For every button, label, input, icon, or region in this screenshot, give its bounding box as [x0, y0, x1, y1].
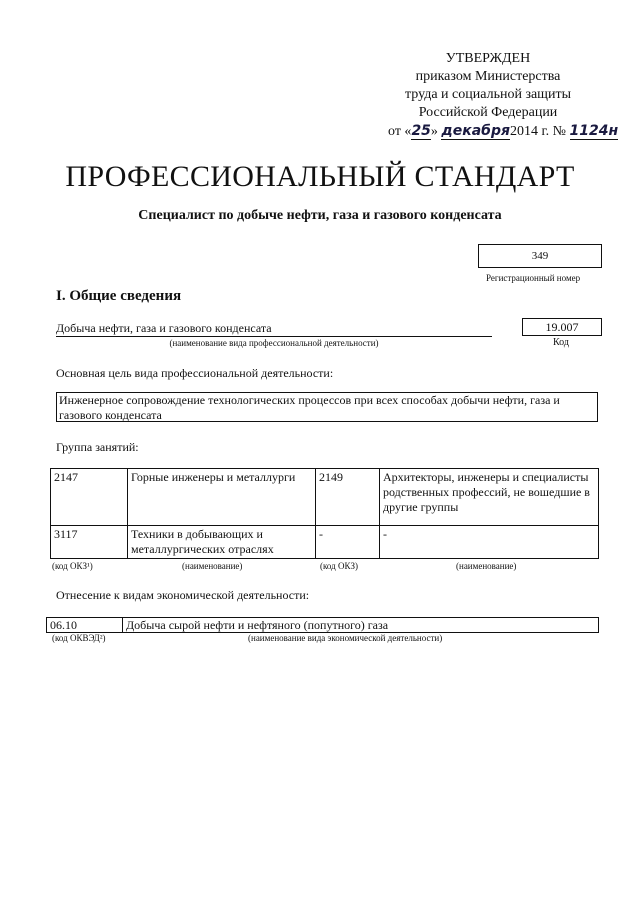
date-month: декабря — [441, 123, 510, 139]
occupations-label: Группа занятий: — [56, 440, 139, 454]
document-title: ПРОФЕССИОНАЛЬНЫЙ СТАНДАРТ — [65, 160, 575, 193]
goal-text-box: Инженерное сопровождение технологических процессов при всех способах добычи нефти, газа и газового конденсата — [56, 392, 598, 422]
occupation-name-caption: (наименование) — [456, 561, 517, 571]
occupation-name-cell: Техники в добывающих и металлургических отраслях — [128, 526, 316, 559]
standard-name: Специалист по добыче нефти, газа и газового конденсата — [138, 208, 502, 223]
approval-line-federation: Российской Федерации — [418, 105, 558, 120]
activity-code-caption: Код — [553, 337, 569, 348]
okz-code-caption: (код ОКЗ) — [320, 561, 358, 571]
goal-label: Основная цель вида профессиональной деятельности: — [56, 366, 334, 380]
occupations-table — [50, 468, 599, 559]
occupations-captions — [50, 561, 599, 573]
economic-activity-label: Отнесение к видам экономической деятельности: — [56, 588, 310, 602]
economic-activity-table — [46, 617, 599, 633]
activity-name: Добыча нефти, газа и газового конденсата — [56, 320, 492, 337]
occupation-name-cell: Архитекторы, инженеры и специалисты родственных профессий, не вошедшие в другие группы — [380, 469, 599, 526]
date-day: 25 — [411, 123, 431, 139]
okved-code-caption: (код ОКВЭД²) — [52, 633, 106, 643]
economic-activity-name-cell: Добыча сырой нефти и нефтяного (попутного) газа — [123, 618, 599, 633]
activity-name-caption: (наименование вида профессиональной деятельности) — [169, 338, 379, 348]
occupation-name-cell: Горные инженеры и металлурги — [128, 469, 316, 526]
approval-heading: УТВЕРЖДЕН — [445, 51, 531, 66]
occupation-name-cell: - — [380, 526, 599, 559]
registration-number-box: 349 — [478, 244, 602, 268]
order-number: 1124н — [569, 123, 619, 139]
okved-code-cell: 06.10 — [47, 618, 123, 633]
okz-code-cell: 2147 — [51, 469, 128, 526]
date-year: 2014 г. № — [509, 124, 566, 139]
approval-date-line: от «25» декабря2014 г. № 1124н — [388, 123, 619, 139]
approval-line-labor: труда и социальной защиты — [405, 87, 571, 102]
section-title: I. Общие сведения — [56, 288, 182, 304]
economic-activity-name-caption: (наименование вида экономической деятельности) — [248, 633, 443, 643]
okz-code-caption: (код ОКЗ¹) — [52, 561, 93, 571]
okz-code-cell: - — [316, 526, 380, 559]
table-row — [51, 526, 599, 559]
approval-line-ministry: приказом Министерства — [415, 69, 561, 84]
economic-activity-captions — [46, 633, 599, 645]
okz-code-cell: 2149 — [316, 469, 380, 526]
approval-block — [388, 50, 619, 141]
table-row — [51, 469, 599, 526]
occupation-name-caption: (наименование) — [182, 561, 243, 571]
activity-code-box: 19.007 — [522, 318, 602, 336]
okz-code-cell: 3117 — [51, 526, 128, 559]
registration-number-label: Регистрационный номер — [486, 273, 581, 283]
date-prefix: от « — [388, 124, 412, 139]
table-row — [47, 618, 599, 633]
